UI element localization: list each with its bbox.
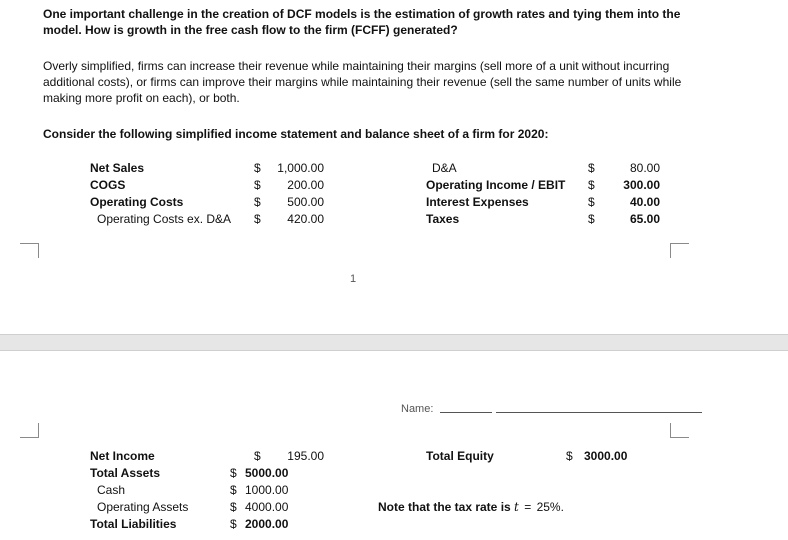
row-label: COGS bbox=[90, 178, 126, 192]
equals-sign: = bbox=[524, 500, 532, 514]
row-label: Total Assets bbox=[90, 466, 161, 480]
row-value: 5000.00 bbox=[245, 466, 289, 480]
currency-symbol: $ bbox=[254, 195, 261, 209]
currency-symbol: $ bbox=[588, 212, 595, 226]
row-value: 200.00 bbox=[287, 178, 324, 192]
tax-variable: t bbox=[514, 500, 519, 514]
row-label: Operating Assets bbox=[97, 500, 189, 514]
currency-symbol: $ bbox=[588, 195, 595, 209]
row-label: D&A bbox=[432, 161, 457, 175]
row-value: 500.00 bbox=[287, 195, 324, 209]
row-value: 195.00 bbox=[287, 449, 324, 463]
currency-symbol: $ bbox=[254, 212, 261, 226]
row-label: Total Liabilities bbox=[90, 517, 177, 531]
currency-symbol: $ bbox=[254, 178, 261, 192]
row-value: 300.00 bbox=[623, 178, 660, 192]
row-label: Operating Costs ex. D&A bbox=[97, 212, 232, 226]
row-label: Net Sales bbox=[90, 161, 145, 175]
total-equity-value: 3000.00 bbox=[584, 449, 628, 463]
intro-paragraph: Overly simplified, firms can increase their revenue while maintaining their margins (sell more of a unit without incurring additional costs), or firms can improve their margins while maintaining their revenue (sell the same number of units while making more profit on each), or both. bbox=[43, 59, 682, 105]
currency-symbol: $ bbox=[588, 161, 595, 175]
row-value: 2000.00 bbox=[245, 517, 289, 531]
consider-line: Consider the following simplified income statement and balance sheet of a firm for 2020: bbox=[43, 127, 549, 141]
currency-symbol: $ bbox=[254, 449, 261, 463]
margin-corner-mark bbox=[670, 423, 689, 438]
row-label: Net Income bbox=[90, 449, 155, 463]
row-label: Cash bbox=[97, 483, 126, 497]
name-underline bbox=[496, 412, 702, 413]
currency-symbol: $ bbox=[230, 483, 237, 497]
currency-symbol: $ bbox=[230, 517, 237, 531]
row-value: 4000.00 bbox=[245, 500, 289, 514]
currency-symbol: $ bbox=[254, 161, 261, 175]
row-label: Operating Income / EBIT bbox=[426, 178, 566, 192]
margin-corner-mark bbox=[20, 243, 39, 258]
name-label: Name: bbox=[401, 403, 434, 415]
tax-rate-value: 25%. bbox=[536, 500, 564, 514]
page-number: 1 bbox=[350, 273, 357, 285]
row-value: 420.00 bbox=[287, 212, 324, 226]
currency-symbol: $ bbox=[588, 178, 595, 192]
total-equity-label: Total Equity bbox=[426, 449, 494, 463]
currency-symbol: $ bbox=[230, 500, 237, 514]
currency-symbol: $ bbox=[230, 466, 237, 480]
currency-symbol: $ bbox=[566, 449, 573, 463]
tax-rate-note bbox=[378, 500, 564, 514]
row-value: 40.00 bbox=[629, 195, 660, 209]
question-text: One important challenge in the creation of DCF models is the estimation of growth rates and tying them into the model. How is growth in the free cash flow to the firm (FCFF) generated? bbox=[43, 7, 681, 37]
margin-corner-mark bbox=[670, 243, 689, 258]
document-page-2 bbox=[0, 350, 788, 540]
row-value: 65.00 bbox=[629, 212, 660, 226]
row-value: 1,000.00 bbox=[277, 161, 324, 175]
margin-corner-mark bbox=[20, 423, 39, 438]
tax-note-text: Note that the tax rate is bbox=[378, 500, 511, 514]
row-label: Interest Expenses bbox=[426, 195, 529, 209]
row-value: 80.00 bbox=[629, 161, 660, 175]
name-underline bbox=[440, 412, 492, 413]
row-label: Taxes bbox=[426, 212, 460, 226]
row-value: 1000.00 bbox=[245, 483, 289, 497]
row-label: Operating Costs bbox=[90, 195, 184, 209]
